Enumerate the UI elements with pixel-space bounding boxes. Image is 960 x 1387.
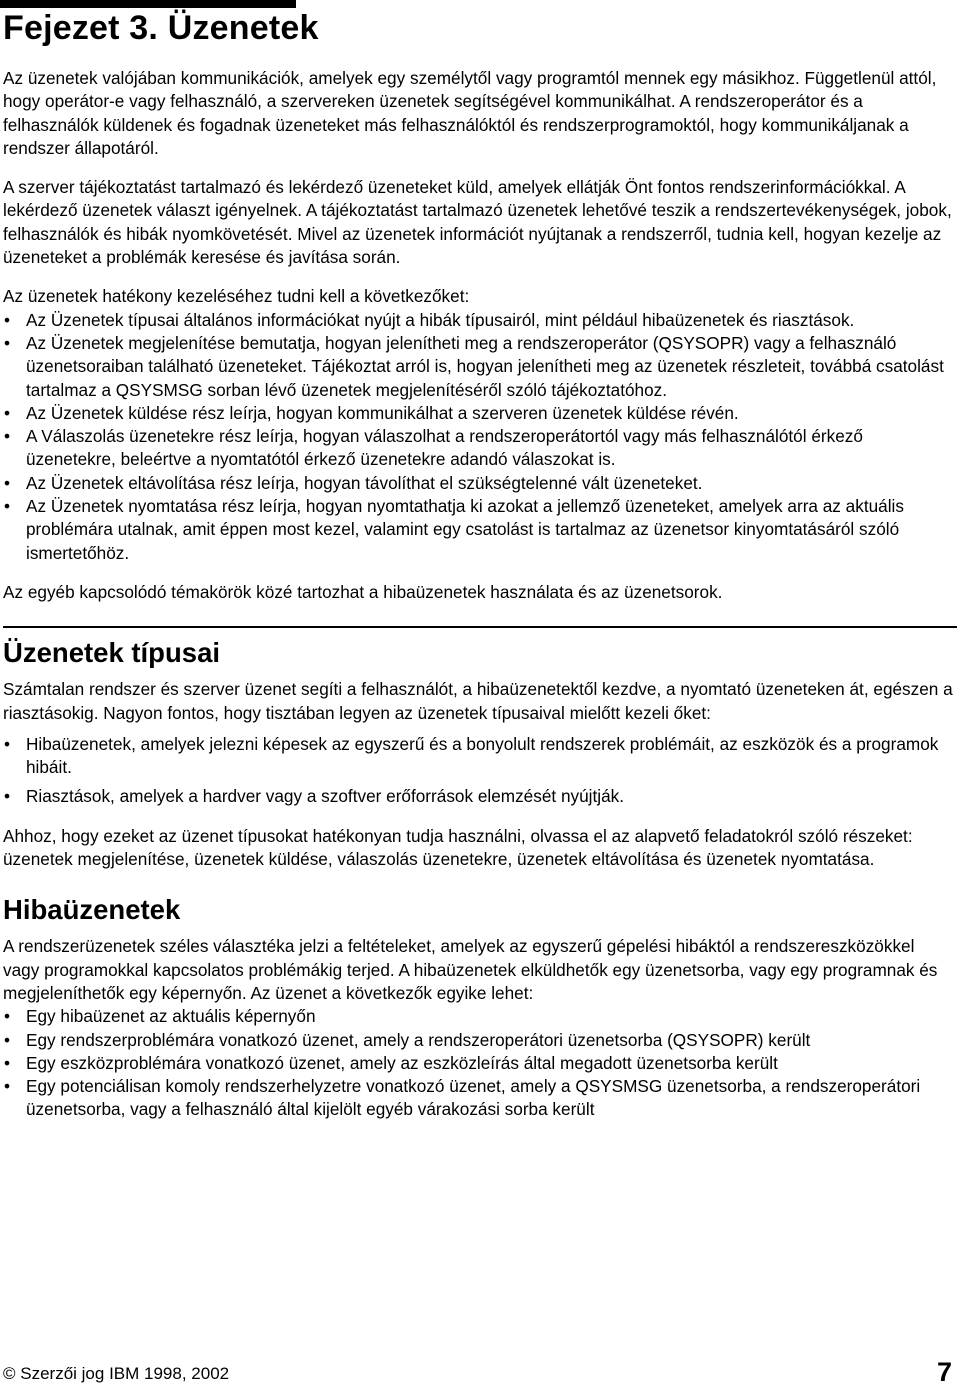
- list-item: • Egy eszközproblémára vonatkozó üzenet, amely az eszközleírás által megadott üzenetsorba került: [3, 1052, 953, 1075]
- chapter-title: Fejezet 3. Üzenetek: [3, 9, 319, 47]
- error-message-list: [3, 1005, 953, 1121]
- message-management-list: [3, 309, 953, 565]
- error-messages-paragraph: A rendszerüzenetek széles választéka jelzi a feltételeket, amelyek az egyszerű gépelési hibáktól a rendszereszközökkel vagy programokkal kapcsolatos problémákig terjed. A hibaüzenetek elküldhetők egy üzenetsorba, vagy egy programnak és megjeleníthetők egy képernyőn. Az üzenet a következők egyike lehet:: [3, 936, 938, 1003]
- intro-paragraph: A szerver tájékoztatást tartalmazó és lekérdező üzeneteket küld, amelyek ellátják Önt fontos rendszerinformációkkal. A lekérdező üzenetek választ igényelnek. A tájékoztatást tartalmazó üzenetek lehetővé teszik a rendszertevékenységek, jobok, felhasználók és hibák nyomkövetését. Mivel az üzenetek információt nyújtanak a rendszerről, tudnia kell, hogyan kezelje az üzeneteket a problémák keresése és javítása során.: [3, 177, 952, 268]
- list-item: • A Válaszolás üzenetekre rész leírja, hogyan válaszolhat a rendszeroperátortól vagy más felhasználótól érkező üzenetekre, beleértve a nyomtatótól érkező üzenetekre adandó válaszokat is.: [3, 425, 953, 472]
- list-item: • Az Üzenetek küldése rész leírja, hogyan kommunikálhat a szerveren üzenetek küldése révén.: [3, 402, 953, 425]
- list-item: • Egy hibaüzenet az aktuális képernyőn: [3, 1005, 953, 1028]
- document-content: [3, 67, 953, 1122]
- message-types-heading: Üzenetek típusai: [3, 637, 221, 669]
- list-item: • Egy rendszerproblémára vonatkozó üzenet, amely a rendszeroperátori üzenetsorba (QSYSOPR) került: [3, 1029, 953, 1052]
- list-item: • Egy potenciálisan komoly rendszerhelyzetre vonatkozó üzenet, amely a QSYSMSG üzenetsorba, a rendszeroperátori üzenetsorba, vagy a felhasználó által kijelölt egyéb várakozási sorba került: [3, 1075, 953, 1122]
- message-types-list: [3, 733, 953, 809]
- list-item: • Az Üzenetek megjelenítése bemutatja, hogyan jelenítheti meg a rendszeroperátor (QSYSOPR) vagy a felhasználó üzenetsoraiban található üzeneteket. Tájékoztat arról is, hogyan jelenítheti meg az üzenetek részleteit, továbbá csatolást tartalmaz a QSYSMSG sorban lévő üzenetek megjelenítéséről szóló tájékoztatóhoz.: [3, 332, 953, 402]
- chapter-top-rule: [0, 0, 296, 8]
- message-types-paragraph: Ahhoz, hogy ezeket az üzenet típusokat hatékonyan tudja használni, olvassa el az alapvető feladatokról szóló részeket: üzenetek megjelenítése, üzenetek küldése, válaszolás üzenetekre, üzenetek eltávolítása és üzenetek nyomtatása.: [3, 825, 913, 870]
- page-number: 7: [936, 1357, 952, 1387]
- list-item: • Az Üzenetek nyomtatása rész leírja, hogyan nyomtathatja ki azokat a jellemző üzeneteket, amelyek arra az aktuális problémára utalnak, amit éppen most kezel, valamint egy csatolást is tartalmaz az üzenetsor kinyomtatásáról szóló ismertetőhöz.: [3, 495, 953, 565]
- error-messages-heading: Hibaüzenetek: [3, 894, 181, 926]
- message-types-paragraph: Számtalan rendszer és szerver üzenet segíti a felhasználót, a hibaüzenetektől kezdve, a nyomtató üzeneteken át, egészen a riasztásokig. Nagyon fontos, hogy tisztában legyen az üzenetek típusaival mielőtt kezeli őket:: [3, 679, 953, 723]
- list-item: • Riasztások, amelyek a hardver vagy a szoftver erőforrások elemzését nyújtják.: [3, 785, 953, 808]
- intro-list-lead: Az üzenetek hatékony kezeléséhez tudni kell a következőket:: [3, 286, 470, 307]
- intro-paragraph: Az üzenetek valójában kommunikációk, amelyek egy személytől vagy programtól mennek egy másikhoz. Függetlenül attól, hogy operátor-e vagy felhasználó, a szervereken üzenetek segítségével kommunikálhat. A rendszeroperátor és a felhasználók küldenek és fogadnak üzeneteket más felhasználóktól és rendszerprogramoktól, hogy kommunikáljanak a rendszer állapotáról.: [3, 68, 937, 158]
- list-item: • Az Üzenetek típusai általános információkat nyújt a hibák típusairól, mint például hibaüzenetek és riasztások.: [3, 309, 953, 332]
- list-item: • Az Üzenetek eltávolítása rész leírja, hogyan távolíthat el szükségtelenné vált üzeneteket.: [3, 472, 953, 495]
- copyright-notice: © Szerzői jog IBM 1998, 2002: [3, 1364, 230, 1383]
- section-divider: [3, 626, 957, 628]
- related-topics-paragraph: Az egyéb kapcsolódó témakörök közé tartozhat a hibaüzenetek használata és az üzenetsorok.: [3, 581, 723, 602]
- list-item: • Hibaüzenetek, amelyek jelezni képesek az egyszerű és a bonyolult rendszerek problémáit, az eszközök és a programok hibáit.: [3, 733, 953, 780]
